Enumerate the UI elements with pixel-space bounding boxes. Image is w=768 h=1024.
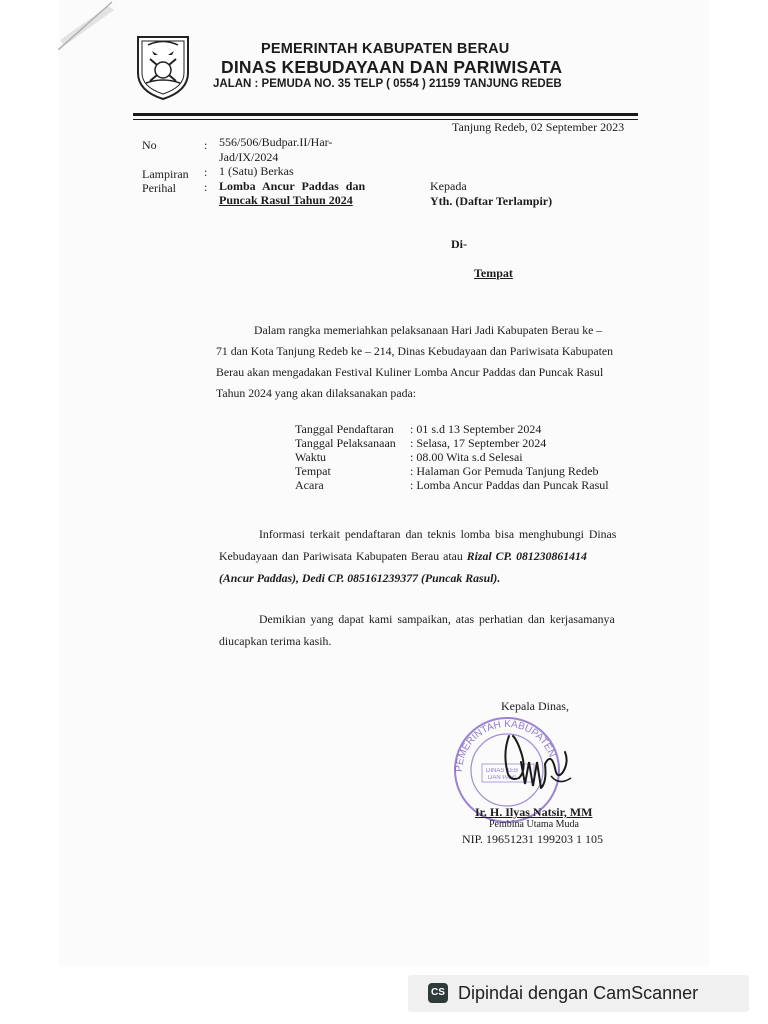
no-value-line-1: 556/506/Budpar.II/Har- bbox=[219, 135, 333, 149]
signature-title: Kepala Dinas, bbox=[501, 699, 569, 713]
camscanner-text: Dipindai dengan CamScanner bbox=[458, 983, 699, 1003]
detail-value: : Lomba Ancur Paddas dan Puncak Rasul bbox=[410, 478, 609, 492]
paragraph-info-line-1: Informasi terkait pendaftaran dan teknis lomba bisa menghubungi Dinas bbox=[259, 527, 617, 541]
perihal-value-line-2: Puncak Rasul Tahun 2024 bbox=[219, 193, 353, 207]
recipient-yth: Yth. (Daftar Terlampir) bbox=[430, 194, 553, 208]
detail-label: Acara bbox=[295, 478, 324, 492]
paragraph-info-line-2 bbox=[219, 549, 587, 564]
folded-corner bbox=[58, 0, 118, 50]
detail-value: : Halaman Gor Pemuda Tanjung Redeb bbox=[410, 464, 599, 478]
letter-date: Tanjung Redeb, 02 September 2023 bbox=[452, 120, 625, 134]
no-colon: : bbox=[204, 138, 208, 152]
perihal-label: Perihal bbox=[142, 181, 176, 195]
recipient-di: Di- bbox=[451, 237, 467, 251]
handwritten-signature bbox=[495, 722, 585, 802]
lampiran-value: 1 (Satu) Berkas bbox=[219, 164, 294, 178]
paragraph-intro bbox=[216, 320, 638, 404]
stamp-arc-path: PEMERINTAH KABUPATEN bbox=[453, 718, 558, 773]
perihal-value-line-1: Lomba Ancur Paddas dan bbox=[219, 179, 366, 193]
lampiran-colon: : bbox=[204, 165, 208, 179]
recipient-tempat: Tempat bbox=[474, 266, 513, 280]
letterhead-address: JALAN : PEMUDA NO. 35 TELP ( 0554 ) 21159 TANJUNG REDEB bbox=[213, 78, 562, 90]
perihal-colon: : bbox=[204, 180, 208, 194]
no-value-line-2: Jad/IX/2024 bbox=[219, 150, 279, 164]
camscanner-logo-icon: CS bbox=[428, 983, 448, 1003]
camscanner-badge bbox=[408, 975, 749, 1012]
paragraph-info-line-3: (Ancur Paddas), Dedi CP. 085161239377 (Puncak Rasul). bbox=[219, 571, 501, 585]
no-label: No bbox=[142, 138, 157, 152]
stamp-inner-line-1: DINAS KEB bbox=[486, 768, 519, 774]
detail-label: Tanggal Pelaksanaan bbox=[295, 436, 396, 450]
paragraph-closing-line-1: Demikian yang dapat kami sampaikan, atas perhatian dan kerjasamanya bbox=[259, 612, 615, 626]
letterhead-rule-thick bbox=[133, 113, 638, 116]
signatory-rank: Pembina Utama Muda bbox=[489, 819, 579, 830]
detail-value: : 08.00 Wita s.d Selesai bbox=[410, 450, 523, 464]
contact-rizal: Rizal CP. 081230861414 bbox=[466, 549, 587, 563]
detail-label: Tempat bbox=[295, 464, 331, 478]
paragraph-intro-line: Dalam rangka memeriahkan pelaksanaan Hari Jadi Kabupaten Berau ke – bbox=[254, 323, 603, 337]
signatory-nip: NIP. 19651231 199203 1 105 bbox=[462, 832, 604, 846]
paragraph-intro-line: 71 dan Kota Tanjung Redeb ke – 214, Dinas Kebudayaan dan Pariwisata Kabupaten bbox=[216, 344, 613, 358]
paragraph-info-text: Kebudayaan dan Pariwisata Kabupaten Berau atau bbox=[219, 549, 467, 563]
lampiran-label: Lampiran bbox=[142, 167, 189, 181]
paragraph-intro-line: Tahun 2024 yang akan dilaksanakan pada: bbox=[216, 386, 416, 400]
document-page bbox=[60, 0, 708, 965]
paragraph-closing-line-2: diucapkan terima kasih. bbox=[219, 634, 332, 648]
regency-logo bbox=[134, 33, 192, 101]
detail-value: : Selasa, 17 September 2024 bbox=[410, 436, 547, 450]
signatory-name: Ir. H. Ilyas Natsir, MM bbox=[475, 805, 593, 819]
letterhead-line-1: PEMERINTAH KABUPATEN BERAU bbox=[261, 41, 510, 57]
detail-label: Waktu bbox=[295, 450, 327, 464]
stamp-inner-line-2: DAN PARI bbox=[488, 775, 516, 781]
paragraph-intro-line: Berau akan mengadakan Festival Kuliner Lomba Ancur Paddas dan Puncak Rasul bbox=[216, 365, 604, 379]
detail-value: : 01 s.d 13 September 2024 bbox=[410, 422, 542, 436]
letterhead-line-2: DINAS KEBUDAYAAN DAN PARIWISATA bbox=[221, 57, 563, 77]
kepada-label: Kepada bbox=[430, 179, 467, 193]
detail-label: Tanggal Pendaftaran bbox=[295, 422, 394, 436]
